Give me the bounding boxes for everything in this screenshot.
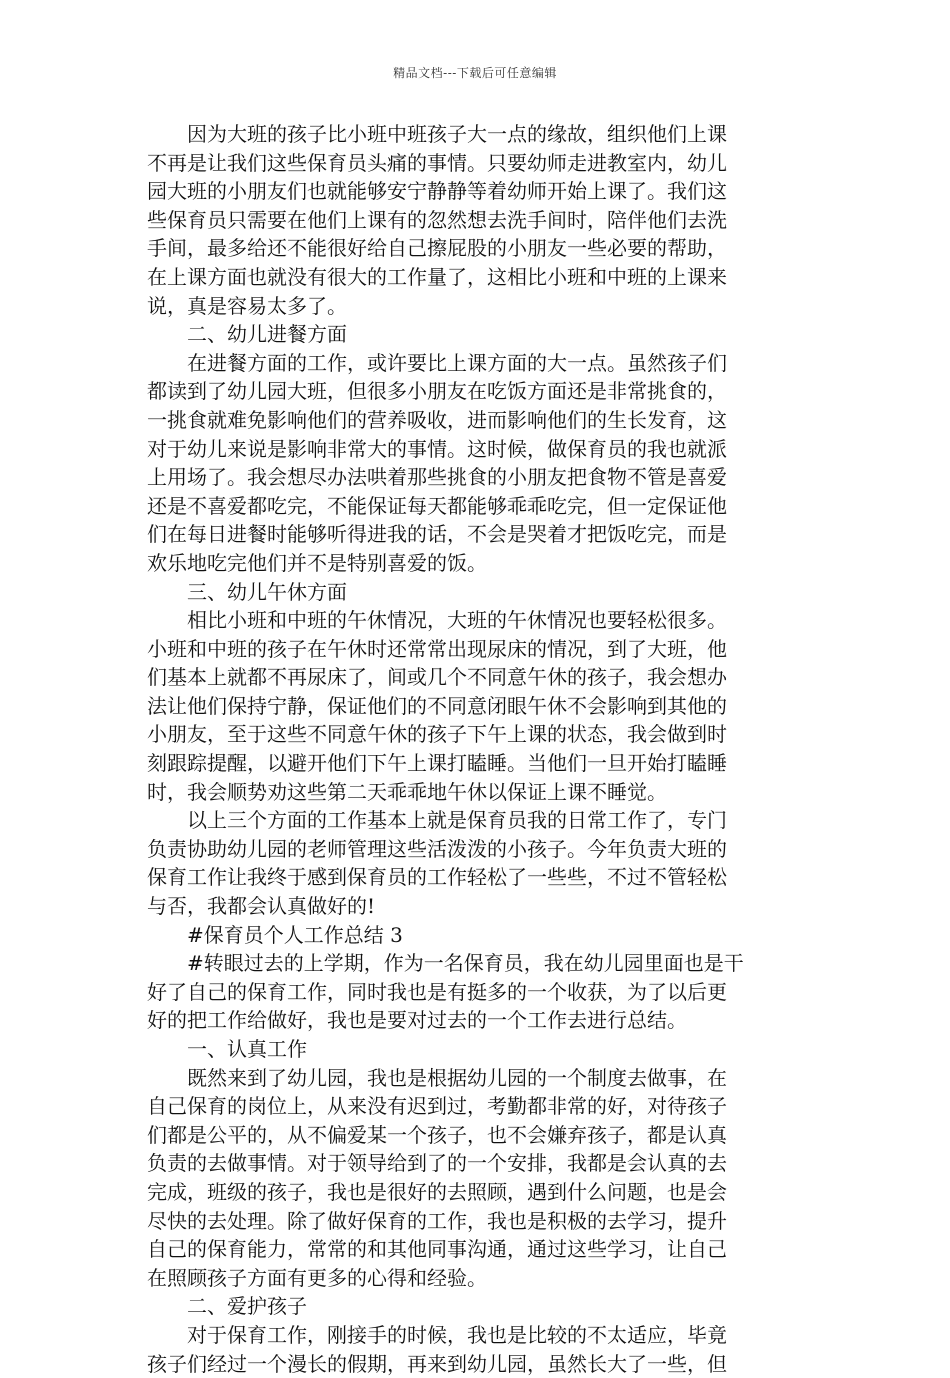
text-line: 二、爱护孩子 [187, 1294, 307, 1319]
text-line: 上用场了。我会想尽办法哄着那些挑食的小朋友把食物不管是喜爱 [147, 465, 727, 490]
text-line: 法让他们保持宁静，保证他们的不同意闭眼午休不会影响到其他的 [147, 693, 727, 718]
text-line: 对于幼儿来说是影响非常大的事情。这时候，做保育员的我也就派 [147, 436, 727, 461]
text-line: 在进餐方面的工作，或许要比上课方面的大一点。虽然孩子们 [187, 350, 727, 375]
text-line: 在照顾孩子方面有更多的心得和经验。 [147, 1265, 487, 1290]
text-line: 二、幼儿进餐方面 [187, 322, 347, 347]
text-line: 自己保育的岗位上，从来没有迟到过，考勤都非常的好，对待孩子 [147, 1094, 727, 1119]
text-line: 都读到了幼儿园大班，但很多小朋友在吃饭方面还是非常挑食的， [147, 379, 727, 404]
text-line: 既然来到了幼儿园，我也是根据幼儿园的一个制度去做事，在 [187, 1065, 727, 1090]
text-line: 三、幼儿午休方面 [187, 579, 347, 604]
page-header: 精品文档---下载后可任意编辑 [393, 66, 557, 80]
text-line: 小朋友，至于这些不同意午休的孩子下午上课的状态，我会做到时 [147, 722, 727, 747]
text-line: 好了自己的保育工作，同时我也是有挺多的一个收获，为了以后更 [147, 979, 727, 1004]
text-line: 保育工作让我终于感到保育员的工作轻松了一些些，不过不管轻松 [147, 865, 727, 890]
text-line: 欢乐地吃完他们并不是特别喜爱的饭。 [147, 550, 487, 575]
text-line: 一、认真工作 [187, 1037, 307, 1061]
text-line: 相比小班和中班的午休情况，大班的午休情况也要轻松很多。 [187, 608, 727, 633]
text-line: 园大班的小朋友们也就能够安宁静静等着幼师开始上课了。我们这 [147, 179, 727, 204]
text-line: 手间，最多给还不能很好给自己擦屁股的小朋友一些必要的帮助， [147, 236, 727, 261]
text-line: 时，我会顺势劝这些第二天乖乖地午休以保证上课不睡觉。 [147, 779, 667, 804]
text-line: 们都是公平的，从不偏爱某一个孩子，也不会嫌弃孩子，都是认真 [147, 1122, 727, 1147]
text-line: 对于保育工作，刚接手的时候，我也是比较的不太适应，毕竟 [187, 1322, 727, 1347]
text-line: 些保育员只需要在他们上课有的忽然想去洗手间时，陪伴他们去洗 [147, 207, 727, 232]
text-line: 尽快的去处理。除了做好保育的工作，我也是积极的去学习，提升 [147, 1208, 727, 1233]
text-line: 小班和中班的孩子在午休时还常常出现尿床的情况，到了大班，他 [147, 636, 727, 661]
text-line: 不再是让我们这些保育员头痛的事情。只要幼师走进教室内，幼儿 [147, 150, 727, 175]
text-line: 刻跟踪提醒，以避开他们下午上课打瞌睡。当他们一旦开始打瞌睡 [147, 751, 727, 776]
text-line: 以上三个方面的工作基本上就是保育员我的日常工作了，专门 [187, 808, 727, 833]
text-line: 与否，我都会认真做好的! [147, 894, 376, 919]
text-line: 完成，班级的孩子，我也是很好的去照顾，遇到什么问题，也是会 [147, 1179, 727, 1204]
text-line: 孩子们经过一个漫长的假期，再来到幼儿园，虽然长大了一些，但 [147, 1351, 727, 1376]
text-line: 因为大班的孩子比小班中班孩子大一点的缘故，组织他们上课 [187, 122, 727, 146]
text-line: 负责的去做事情。对于领导给到了的一个安排，我都是会认真的去 [147, 1151, 727, 1176]
text-line: 好的把工作给做好，我也是要对过去的一个工作去进行总结。 [147, 1008, 687, 1033]
document-body [147, 120, 807, 1378]
text-line: 一挑食就难免影响他们的营养吸收，进而影响他们的生长发育，这 [147, 407, 727, 432]
text-line: #转眼过去的上学期，作为一名保育员，我在幼儿园里面也是干 [187, 951, 744, 976]
text-line: 们在每日进餐时能够听得进我的话，不会是哭着才把饭吃完，而是 [147, 522, 727, 547]
text-line: 自己的保育能力，常常的和其他同事沟通，通过这些学习，让自己 [147, 1237, 727, 1262]
text-line: 们基本上就都不再尿床了，间或几个不同意午休的孩子，我会想办 [147, 665, 727, 690]
text-line: 说，真是容易太多了。 [147, 293, 347, 318]
text-line: #保育员个人工作总结 3 [187, 922, 403, 947]
text-line: 负责协助幼儿园的老师管理这些活泼泼的小孩子。今年负责大班的 [147, 836, 727, 861]
text-line: 在上课方面也就没有很大的工作量了，这相比小班和中班的上课来 [147, 264, 727, 289]
text-line: 还是不喜爱都吃完，不能保证每天都能够乖乖吃完，但一定保证他 [147, 493, 727, 518]
